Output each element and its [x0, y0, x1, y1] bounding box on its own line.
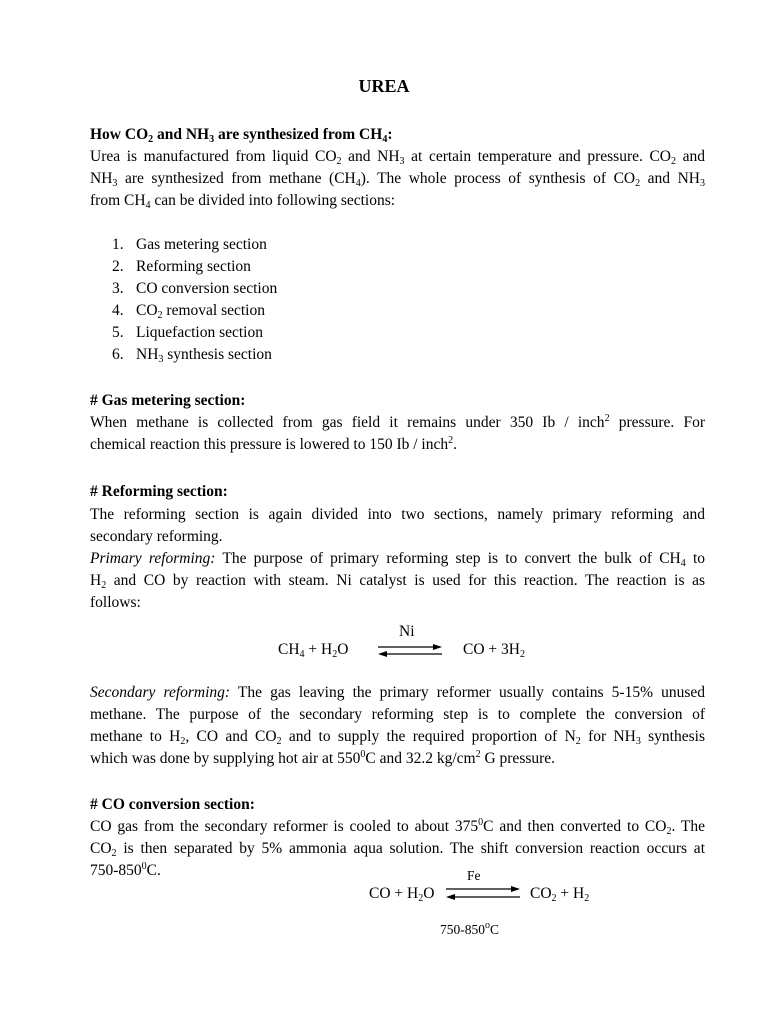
list-item: 6. $NH_3$ synthesis section — [112, 346, 272, 365]
reforming-heading: # Reforming section: — [90, 483, 228, 500]
primary-reforming-line-3: follows: — [90, 594, 141, 611]
primary-reforming-line-1: Primary reforming: The purpose of primary reforming step is to convert the bulk of $CH_4$ to — [90, 550, 705, 569]
list-item: 2. Reforming section — [112, 258, 251, 275]
intro-line-2: $NH_3$ are synthesized from methane $(CH_4)$. The whole process of synthesis of $CO_2$ and $NH_3$ — [90, 170, 705, 189]
secondary-reforming-line-4: which was done by supplying hot air at $550^0C$ and 32.2 $kg/cm^2$ G pressure. — [90, 749, 556, 767]
intro-line-3: from $CH_4$ can be divided into following sections: — [90, 192, 396, 211]
secondary-reforming-line-1: Secondary reforming: The gas leaving the primary reformer usually contains 5-15% unused — [90, 684, 705, 701]
primary-reforming-line-2: $H_2$ and CO by reaction with steam. Ni catalyst is used for this reaction. The reaction is as — [90, 572, 705, 591]
reverse-arrow-head — [378, 651, 387, 657]
page-title: UREA — [358, 76, 410, 96]
reforming-line-2: secondary reforming. — [90, 528, 223, 545]
list-item: 3. CO conversion section — [112, 280, 278, 297]
reverse-arrow-head — [446, 894, 455, 900]
equation-products: CO + $3H_2$ — [463, 641, 525, 660]
co-line-3: $750-850^0C$. — [90, 861, 161, 879]
intro-line-1: Urea is manufactured from liquid $CO_2$ and $NH_3$ at certain temperature and pressure. $CO_2$ and — [90, 148, 705, 167]
equilibrium-arrows — [378, 642, 444, 658]
equation2-catalyst: Fe — [467, 868, 481, 883]
equation-reactants: $CH_4 + H_2O$ — [278, 641, 349, 660]
co-conversion-heading: # CO conversion section: — [90, 796, 255, 813]
equation2-reactants: CO + $H_2O$ — [369, 885, 435, 904]
equation-catalyst: Ni — [399, 623, 415, 640]
list-item: 4. $CO_2$ removal section — [112, 302, 265, 321]
list-item: 5. Liquefaction section — [112, 324, 263, 341]
co-line-1: CO gas from the secondary reformer is cooled to about $375^0C$ and then converted to $CO_2$. The — [90, 817, 706, 837]
gas-line-1: When methane is collected from gas field it remains under 350 Ib / inch$^2$ pressure. For — [90, 413, 705, 431]
equation2-products: $CO_2 + H_2$ — [530, 885, 590, 904]
intro-heading: How $CO_2$ and $NH_3$ are synthesized from $CH_4$: — [90, 126, 393, 145]
equation2-condition: 750-850$^o$C — [440, 920, 500, 937]
forward-arrow-head — [433, 644, 442, 650]
list-item: 1. Gas metering section — [112, 236, 267, 253]
equilibrium-arrows-2 — [446, 884, 522, 902]
gas-metering-heading: # Gas metering section: — [90, 392, 246, 409]
secondary-reforming-line-3: methane to $H_2$, CO and $CO_2$ and to supply the required proportion of $N_2$ for $NH_3$ synthesis — [90, 728, 705, 747]
forward-arrow-head — [511, 886, 520, 892]
reforming-line-1: The reforming section is again divided into two sections, namely primary reforming and — [90, 506, 705, 523]
secondary-reforming-line-2: methane. The purpose of the secondary reforming step is to complete the conversion of — [90, 706, 705, 723]
gas-line-2: chemical reaction this pressure is lowered to 150 Ib / inch$^2$. — [90, 435, 457, 453]
co-line-2: $CO_2$ is then separated by 5% ammonia aqua solution. The shift conversion reaction occurs at — [90, 840, 705, 859]
